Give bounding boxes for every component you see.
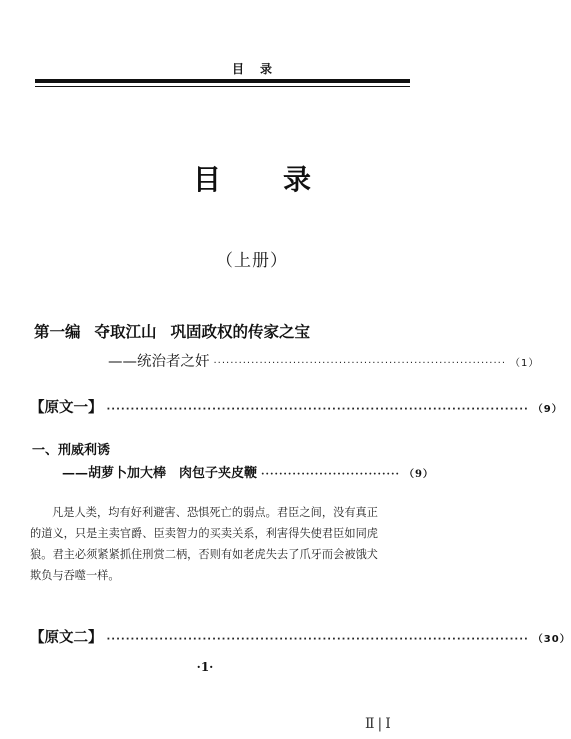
toc-page-number: （30） xyxy=(532,634,571,645)
toc-section-title: 一、刑威利诱 xyxy=(32,443,111,458)
toc-entry-part1[interactable] xyxy=(108,350,540,371)
toc-section-subtitle: ——胡萝卜加大棒 肉包子夹皮鞭 xyxy=(62,466,258,481)
summary-text: 凡是人类，均有好利避害、恐惧死亡的弱点。君臣之间，没有真正的道义，只是主卖官爵、臣卖智力的买卖关系，利害得失使君臣如同虎狼。君主必须紧紧抓住刑赏二柄，否则有如老虎失去了爪牙而会被饿犬欺负与吞噬一样。 xyxy=(30,506,378,582)
volume-label: （上册） xyxy=(216,251,288,271)
header-rule-thick xyxy=(35,79,410,83)
toc-original-label: 【原文一】 xyxy=(30,400,103,416)
corner-mark: Ⅱ|Ⅰ xyxy=(365,716,394,732)
dot-leader: ························································································ xyxy=(106,634,529,645)
toc-page-number: （9） xyxy=(403,469,434,480)
toc-page-number: （1） xyxy=(510,358,540,369)
page-title: 目录 xyxy=(192,163,373,196)
toc-part-title-a: 夺取江山 xyxy=(94,323,157,341)
toc-page-number: （9） xyxy=(532,404,563,415)
page-number: ·1· xyxy=(196,660,214,674)
toc-part-title xyxy=(34,320,310,342)
header-rule-thin xyxy=(35,86,410,87)
toc-part-title-b: 巩固政权的传家之宝 xyxy=(170,323,311,341)
dot-leader: ······································································ xyxy=(213,358,507,369)
dot-leader: ······························· xyxy=(261,469,400,480)
dot-leader: ························································································ xyxy=(106,404,529,415)
toc-part-label: 第一编 xyxy=(34,323,81,341)
toc-entry-original-1[interactable] xyxy=(30,396,563,417)
toc-part-subtitle: ——统治者之奸 xyxy=(108,354,210,370)
summary-paragraph xyxy=(30,502,378,586)
toc-entry-original-2[interactable] xyxy=(30,626,571,647)
toc-entry-section-1[interactable] xyxy=(62,462,434,481)
running-head: 目录 xyxy=(231,62,288,76)
toc-original-label: 【原文二】 xyxy=(30,630,103,646)
